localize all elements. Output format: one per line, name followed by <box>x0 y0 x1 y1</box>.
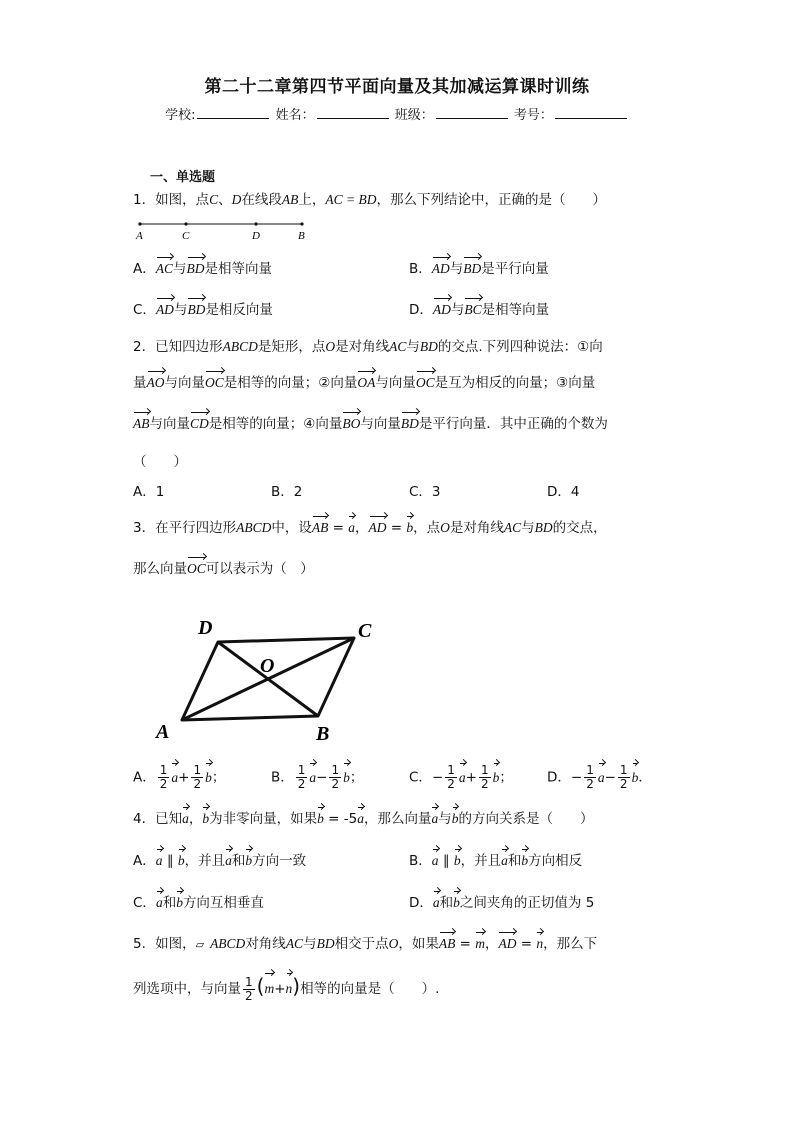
q3-option-b[interactable] <box>271 764 363 791</box>
vector-b: b <box>493 765 500 791</box>
text: 2．已知四边形 <box>133 339 223 355</box>
label-a: A <box>136 230 143 242</box>
text: BD <box>534 520 553 535</box>
option-end: ． <box>638 769 652 786</box>
text: 的交点.下列四种说法：①向 <box>437 339 603 355</box>
text: 相等的向量是（ ）. <box>300 981 440 997</box>
q4-option-b[interactable] <box>409 851 582 871</box>
vector-bd: BD <box>187 259 205 279</box>
vector-ad: AD <box>432 259 450 279</box>
vector-b: b <box>343 765 350 791</box>
school-blank[interactable] <box>197 106 269 119</box>
vector-b: b <box>521 851 528 871</box>
text: AC <box>285 936 304 951</box>
vector-ad: AD <box>498 934 516 954</box>
text: 与 <box>406 339 420 355</box>
text: 与向量 <box>375 375 416 391</box>
q2-option-a[interactable]: A．1 <box>133 484 165 500</box>
text: = <box>516 936 537 952</box>
vertex-label-c: C <box>358 620 372 642</box>
text: 列选项中，与向量 <box>133 981 241 997</box>
vector-ac: AC <box>156 259 173 279</box>
numerator: 1 <box>159 763 168 777</box>
text: ，并且 <box>460 853 502 869</box>
operator: + <box>465 769 477 786</box>
option-label: D． <box>409 302 433 318</box>
fraction-half <box>158 764 170 791</box>
text: 那么向量 <box>133 561 187 577</box>
numerator: 1 <box>480 763 489 777</box>
q1-point-d: D <box>231 192 242 207</box>
numerator: 1 <box>447 763 455 777</box>
vector-b: b <box>202 809 209 829</box>
q4-option-c[interactable] <box>133 893 264 913</box>
option-label: A． <box>133 853 156 869</box>
denominator: 2 <box>619 777 628 791</box>
text: = <box>455 936 476 952</box>
vector-bd: BD <box>463 259 481 279</box>
option-label: C． <box>409 769 432 786</box>
option-text: 与 <box>449 261 464 277</box>
text: = <box>328 520 349 536</box>
q1-stem-text: 在线段 <box>241 192 282 208</box>
denominator: 2 <box>159 777 168 791</box>
text: ABCD <box>222 339 258 354</box>
q2-stem-line1 <box>133 337 603 357</box>
vector-a: a <box>182 809 189 829</box>
vector-bo: BO <box>342 414 360 434</box>
vector-b: b <box>317 809 324 829</box>
numerator: 1 <box>193 763 202 777</box>
denominator: 2 <box>245 988 253 1003</box>
vector-cd: CD <box>190 414 209 434</box>
vertex-label-d: D <box>198 617 213 639</box>
option-end: ； <box>499 769 513 786</box>
text: ， <box>484 936 499 952</box>
q1-stem-text: ，那么下列结论中，正确的是（ ） <box>376 192 606 208</box>
vector-ao: AO <box>147 373 165 393</box>
class-blank[interactable] <box>436 106 508 119</box>
operator: + <box>274 981 286 997</box>
vector-bc: BC <box>464 300 481 320</box>
text: 相交于点 <box>334 936 389 952</box>
vector-a: a <box>459 765 466 791</box>
vector-ad: AD <box>156 300 174 320</box>
q1-option-c[interactable] <box>133 300 273 320</box>
text: 与向量 <box>149 416 190 432</box>
option-text: 是相等向量 <box>204 261 273 277</box>
text: 是对角线 <box>449 520 504 536</box>
vector-ab: AB <box>312 518 329 538</box>
center-label-o: O <box>260 655 275 677</box>
option-end: ； <box>349 769 364 786</box>
text: 之间夹角的正切值为 5 <box>459 895 595 911</box>
option-text: 与 <box>173 261 187 277</box>
text: 和 <box>507 853 522 869</box>
fraction-half <box>296 764 308 791</box>
q1-option-a[interactable] <box>133 259 272 279</box>
numerator: 1 <box>619 763 628 777</box>
text: AC <box>503 520 522 535</box>
option-label: B． <box>271 769 294 786</box>
text: BD <box>419 339 438 354</box>
option-label: B． <box>409 853 432 869</box>
operator: − <box>316 769 328 786</box>
q5-stem-line2 <box>133 972 439 1003</box>
vertex-label-a: A <box>156 721 170 743</box>
diagonal-bd <box>218 642 318 716</box>
vector-a: a <box>598 765 605 791</box>
school-label: 学校: <box>165 108 196 123</box>
option-label: A． <box>133 769 156 786</box>
q1-option-d[interactable] <box>409 300 549 320</box>
text: ，并且 <box>184 853 226 869</box>
parallel-symbol: ∥ <box>438 853 454 869</box>
exam-number-label: 考号： <box>513 108 553 123</box>
vector-a: a <box>156 893 163 913</box>
denominator: 2 <box>331 777 340 791</box>
fraction-half <box>329 764 341 791</box>
paren-close: ) <box>292 974 301 998</box>
q1-sep: 、 <box>218 192 232 208</box>
text: 中，设 <box>271 520 312 536</box>
text: 和 <box>439 895 454 911</box>
text: ，点 <box>413 520 441 536</box>
denominator: 2 <box>447 777 455 791</box>
text: 是平行向量．其中正确的个数为 <box>418 416 608 432</box>
vector-oc: OC <box>416 373 435 393</box>
point-b-dot <box>300 222 303 225</box>
parallel-symbol: ∥ <box>162 853 178 869</box>
operator: + <box>178 769 190 786</box>
q2-stem-line3 <box>133 414 608 434</box>
vector-oa: OA <box>357 373 375 393</box>
text: 与向量 <box>164 375 205 391</box>
numerator: 1 <box>297 763 306 777</box>
vector-b: b <box>452 809 459 829</box>
vector-a: a <box>156 851 163 871</box>
vector-a: a <box>171 765 178 791</box>
text: ，那么向量 <box>363 811 432 827</box>
point-a-dot <box>138 222 141 225</box>
option-text: 与 <box>173 302 188 318</box>
parallelogram-symbol: ▱ <box>195 938 205 951</box>
vertex-label-b: B <box>316 723 330 745</box>
q2-stem-line2 <box>133 373 595 393</box>
text: 与 <box>521 520 535 536</box>
text: 与向量 <box>360 416 401 432</box>
vector-b: b <box>454 851 461 871</box>
q3-option-a[interactable] <box>133 764 225 791</box>
label-d: D <box>252 230 260 242</box>
exam-number-blank[interactable] <box>555 106 627 119</box>
vector-b: b <box>632 765 639 791</box>
vector-b: b <box>406 518 413 538</box>
sign: − <box>431 769 444 786</box>
vector-m: m <box>475 934 485 954</box>
q2-answer-paren: （ ） <box>133 454 187 470</box>
q3-stem-line1 <box>133 518 607 538</box>
option-label: A． <box>133 261 156 277</box>
vector-a: a <box>431 809 438 829</box>
denominator: 2 <box>193 777 202 791</box>
text: 是相等的向量；④向量 <box>208 416 343 432</box>
text: O <box>325 339 336 354</box>
option-label: C． <box>133 302 156 318</box>
text: O <box>388 936 399 951</box>
q4-stem <box>133 809 593 829</box>
fraction-half <box>243 976 255 1003</box>
vector-b: b <box>178 851 185 871</box>
vector-a: a <box>348 518 355 538</box>
denominator: 2 <box>586 777 594 791</box>
vector-a: a <box>357 809 364 829</box>
fraction-half <box>191 764 203 791</box>
text: 是互为相反的向量；③向量 <box>434 375 596 391</box>
text: 方向一致 <box>252 853 307 869</box>
option-text: 是平行向量 <box>481 261 549 277</box>
paren-open: ( <box>256 974 265 998</box>
q1-segment-figure <box>132 218 312 242</box>
text: 对角线 <box>245 936 286 952</box>
q1-stem <box>133 190 606 210</box>
text: 和 <box>231 853 246 869</box>
text: 方向相反 <box>528 853 583 869</box>
point-d-dot <box>254 222 257 225</box>
fraction-half <box>618 764 630 791</box>
text: = <box>386 520 407 536</box>
text: 为非零向量，如果 <box>209 811 318 827</box>
section-heading: 一、单选题 <box>150 170 216 185</box>
text: 可以表示为（ ） <box>205 561 314 577</box>
q1-point-c: C <box>209 192 219 207</box>
option-end: ； <box>211 769 226 786</box>
fraction-half <box>479 764 491 791</box>
vector-oc: OC <box>205 373 224 393</box>
student-info-line <box>0 104 794 123</box>
point-c-dot <box>184 222 187 225</box>
text: 5．如图， <box>133 936 196 952</box>
q5-stem-line1 <box>133 934 597 955</box>
q1-option-b[interactable] <box>409 259 549 279</box>
q1-equation: AC = BD <box>325 192 377 207</box>
option-text: 与 <box>450 302 465 318</box>
text: 的交点， <box>552 520 607 536</box>
option-text: 是相反向量 <box>205 302 273 318</box>
name-blank[interactable] <box>317 106 389 119</box>
vector-ad: AD <box>433 300 451 320</box>
text: 与 <box>438 811 452 827</box>
denominator: 2 <box>480 777 489 791</box>
text: 量 <box>133 375 147 391</box>
text: = -5 <box>323 811 358 827</box>
text: ， <box>355 520 369 536</box>
q2-option-c[interactable]: C．3 <box>409 484 441 500</box>
fraction-half <box>445 764 457 791</box>
q3-option-d[interactable] <box>547 764 652 791</box>
vector-b: b <box>453 893 460 913</box>
text: 是对角线 <box>335 339 390 355</box>
text: BD <box>316 936 335 951</box>
text: ， <box>188 811 203 827</box>
parallelogram-figure <box>150 612 390 752</box>
option-label: C． <box>133 895 156 911</box>
vector-n: n <box>286 975 293 1003</box>
fraction-half <box>584 764 596 791</box>
denominator: 2 <box>297 777 306 791</box>
option-text: 是相等向量 <box>481 302 550 318</box>
q4-option-d[interactable] <box>409 893 594 913</box>
q2-option-b[interactable]: B．2 <box>271 484 303 500</box>
vector-ab: AB <box>133 414 150 434</box>
text: AC <box>389 339 407 354</box>
q1-stem-text: 上， <box>298 192 326 208</box>
q1-stem-text: 1．如图，点 <box>133 192 210 208</box>
text: 与 <box>303 936 317 952</box>
vector-a: a <box>225 851 232 871</box>
vector-oc: OC <box>187 559 206 579</box>
vector-b: b <box>176 893 183 913</box>
vector-a: a <box>433 893 440 913</box>
vector-bd: BD <box>187 300 205 320</box>
page-title: 第二十二章第四节平面向量及其加减运算课时训练 <box>204 77 590 97</box>
q2-option-d[interactable]: D．4 <box>547 484 580 500</box>
q4-option-a[interactable] <box>133 851 306 871</box>
label-c: C <box>182 230 190 242</box>
q3-option-c[interactable] <box>409 764 513 791</box>
text: ABCD <box>236 520 272 535</box>
vector-b: b <box>245 851 252 871</box>
numerator: 1 <box>586 763 594 777</box>
text: 是矩形，点 <box>257 339 326 355</box>
vector-a: a <box>501 851 508 871</box>
vector-m: m <box>264 975 274 1003</box>
vector-a: a <box>432 851 439 871</box>
name-label: 姓名： <box>275 108 315 123</box>
label-b: B <box>298 230 305 242</box>
text: 4．已知 <box>133 811 183 827</box>
text: 的方向关系是（ ） <box>458 811 594 827</box>
vector-bd: BD <box>401 414 419 434</box>
text: ，如果 <box>398 936 439 952</box>
operator: − <box>604 769 616 786</box>
text: ，那么下 <box>543 936 598 952</box>
option-label: D． <box>409 895 433 911</box>
class-label: 班级： <box>394 108 434 123</box>
text: 3．在平行四边形 <box>133 520 237 536</box>
text: ABCD <box>210 936 246 951</box>
text: O <box>440 520 450 535</box>
numerator: 1 <box>245 974 253 989</box>
text: 方向互相垂直 <box>182 895 264 911</box>
sign: − <box>570 769 583 786</box>
vector-b: b <box>205 765 212 791</box>
option-label: D． <box>547 769 571 786</box>
vector-a: a <box>309 765 316 791</box>
q3-stem-line2 <box>133 559 314 579</box>
q1-segment: AB <box>281 192 299 207</box>
text: 是相等的向量；②向量 <box>223 375 358 391</box>
vector-ad: AD <box>369 518 387 538</box>
option-label: B． <box>409 261 432 277</box>
vector-n: n <box>536 934 543 954</box>
numerator: 1 <box>331 763 340 777</box>
text: 和 <box>162 895 177 911</box>
vector-ab: AB <box>439 934 456 954</box>
